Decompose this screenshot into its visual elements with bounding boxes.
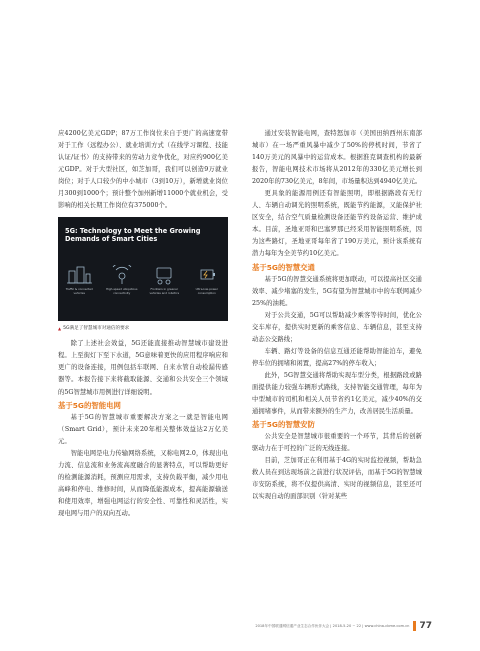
left-column bbox=[58, 128, 228, 520]
figure-caption-text: 5G满足了智慧城市对通信的要求 bbox=[63, 326, 130, 332]
figure-item bbox=[60, 265, 98, 295]
paragraph: 此外，5G智慧交通将帮助实现车型分类，根据路段或路面提供能力较强车辆形式路线，支持智能交通管理，每年为中型城市的司机和相关人员节省约1亿美元，减少40%的交通拥堵事件，从而带来额外的生产力，改善居民生活质量。 bbox=[252, 371, 422, 416]
figure-item-label: Frontiers in greener vehicles and robotics bbox=[149, 287, 180, 295]
paragraph: 通过安装智能电网，查特怒加市（美国田纳西州东南部城市）在一场严重风暴中减少了50%的停机时间，节省了140万美元的风暴中的运营成本。根据淮克调查机构的最新报告，智能电网技术市场将从2012年的330亿美元增长到2020年的730亿美元，8年间，市场量积达到4940亿美元。 bbox=[252, 130, 422, 186]
page-number: 77 bbox=[419, 621, 432, 631]
paragraph: 公共安全是智慧城市很重要的一个环节，其背后的创新驱动力在于可控的广泛的无线连接。 bbox=[252, 433, 422, 453]
paragraph: 更具象的能源用例还有智能照明，即根据路段有无行人、车辆自动调光的照明系统，既能节约能源，又能保护社区安全，结合空气质量检测设备还能节约设备运营、维护成本。目前，圣地亚哥和巴塞罗那已经采用智能照明系统，因为这些路灯，圣地亚哥每年省了190万美元，预计该系统有潜力每年为全美节约10亿美元。 bbox=[252, 190, 422, 258]
figure-item-label: Traffic & connected vehicles bbox=[65, 287, 93, 295]
building-icon bbox=[64, 265, 94, 285]
paragraph: 对于公共交通，5G可以帮助减少乘客等待时间，优化公交车库存，提供实时更新的乘客信息、车辆信息，甚至支持动态公交路线； bbox=[252, 311, 422, 343]
figure-item bbox=[188, 265, 226, 295]
sensor-icon bbox=[107, 265, 137, 285]
section-heading-smart-grid: 基于5G的智能电网 bbox=[58, 400, 121, 410]
energy-icon bbox=[192, 265, 222, 285]
paragraph: 除了上述社会效益，5G还能直接推动智慧城市建设进程。上至街灯下至下水道，5G意味着更快的应用程序响应和更广的设备连接，用例包括车联网、自来水管自动检漏传感器等。本报告接下来将截取能源、交通和公共安全三个领域的5G智慧城市用例进行详细说明。 bbox=[58, 340, 228, 396]
paragraph: 基于5G的智慧交通系统将更加联动，可以提高社区交通效率、减少堵塞的发生，5G有望为智慧城市中的车联网减少25%的油耗。 bbox=[252, 275, 422, 307]
paragraph: 应4200亿美元GDP；87万工作岗位来自于更广的高速宽带对于工作（远程办公）、就业培训方式（在线学习课程、技能认证/证书）的支持带来的劳动力竞争优化，对应约900亿美元GDP。对于大型社区，如芝加哥，我们可以创造9万就业岗位；对于人口较少的中小城市（3到10万），新增就业岗位月300到1000个；预计整个加州新增11000个就业机会，受影响的相关长期工作岗位有375000个。 bbox=[58, 130, 228, 210]
page-footer bbox=[222, 620, 432, 632]
figure-caption bbox=[58, 325, 228, 332]
section-heading-smart-security: 基于5G的智慧安防 bbox=[252, 420, 315, 430]
paragraph: 车辆、路灯等设备的信息互通还能帮助智能泊车，避免停车位的拥堵和闲置，提高27%的停车收入； bbox=[252, 347, 422, 367]
caption-triangle-icon: ▲ bbox=[58, 326, 62, 332]
figure-item bbox=[145, 265, 183, 295]
figure-item-label: Ultra-low-power consumption bbox=[195, 287, 218, 295]
section-heading-smart-traffic: 基于5G的智慧交通 bbox=[252, 262, 315, 272]
smart-city-figure bbox=[58, 217, 228, 321]
paragraph: 智能电网是电力传输网络系统，又称电网2.0，体现出电力流、信息流和业务流高度融合的显著特点，可以帮助更好的检测能源消耗，预测应用需求，支持负载平衡，减少用电高峰和停电、维修时间，从而降低能源成本，提高能源输送和使用效率，增强电网运行的安全性、可靠性和灵活性，实现电网与用户的双向互动。 bbox=[58, 449, 228, 517]
device-icon bbox=[149, 265, 179, 285]
paragraph: 目前，芝加哥正在利用基于4G的实时监控视频，帮助急救人员在到达现场前之前进行状况评估，而基于5G的智慧城市安防系统，将不仅提供高清、实时的视频信息，甚至还可以实现自动的面部识别（针对某些 bbox=[252, 457, 422, 501]
right-column bbox=[252, 128, 422, 503]
figure-icon-row bbox=[58, 265, 228, 321]
footer-accent-bar bbox=[413, 621, 416, 631]
figure-item bbox=[103, 265, 141, 295]
figure-title: 5G: Technology to Meet the Growing Demands of Smart Cities bbox=[65, 227, 201, 244]
figure-item-label: High-speed ubiquitous connectivity bbox=[106, 287, 138, 295]
footer-text: 2018年中国联通网信通产业生态合作伙伴大会 | 2018-5-20 ~ 22 | www.china-cbme.com.cn bbox=[255, 623, 410, 628]
paragraph: 基于5G的智慧城市重要解决方案之一就是智能电网（Smart Grid），预计未来20年相关整体效益达2万亿美元。 bbox=[58, 413, 228, 445]
